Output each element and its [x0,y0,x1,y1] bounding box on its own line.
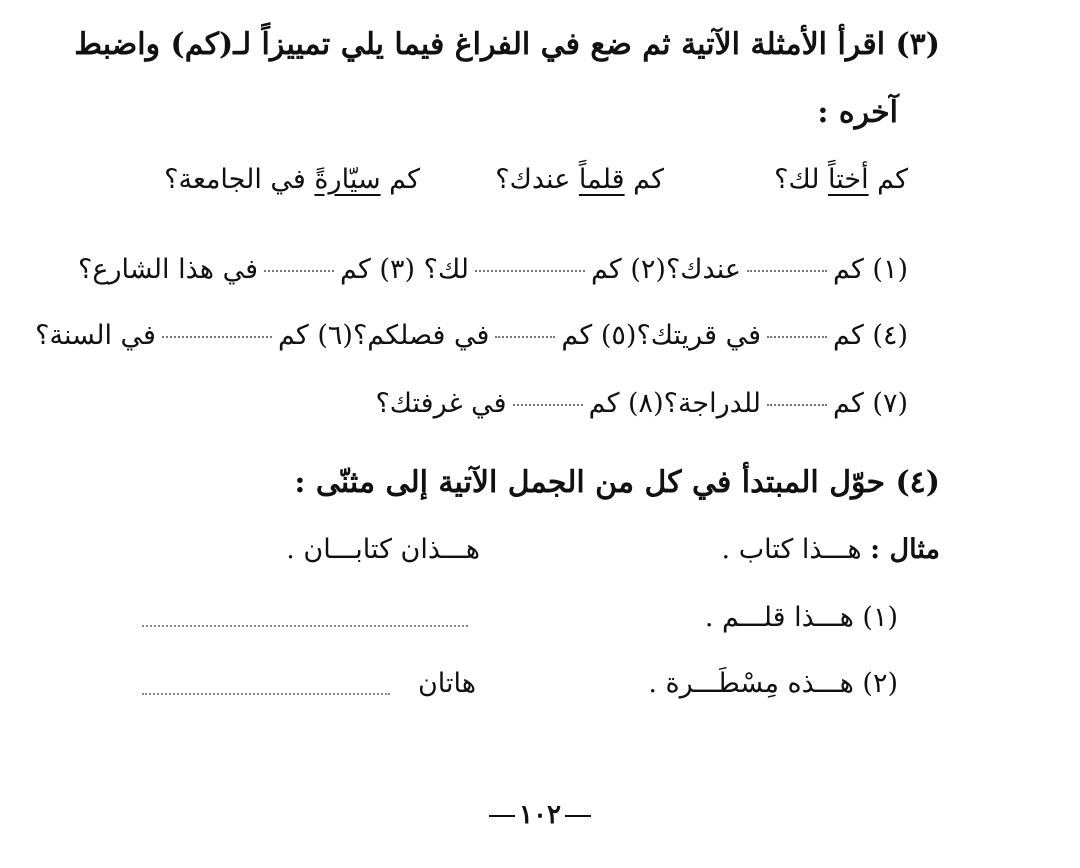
exercise-4-blank[interactable] [767,335,827,338]
example-3-post: في الجامعة؟ [164,164,315,195]
exercise-7-lead: (٧) كم [832,388,908,419]
example-2 [495,166,664,193]
example-sentence: هـــذا كتاب . [721,534,862,565]
item-1-answer-line[interactable] [142,624,468,627]
exercise-2-tail: لك؟ [423,254,469,285]
item-2-hint: هاتان [417,668,476,699]
exercise-1-lead: (١) كم [832,254,908,285]
example-answer: هـــذان كتابـــان . [286,534,480,565]
example-3 [164,166,420,193]
exercise-8-tail: في غرفتك؟ [375,388,507,419]
page-number-text: ١٠٢ [519,800,561,830]
exercise-6-blank[interactable] [162,335,272,338]
exercise-8-lead: (٨) كم [588,388,664,419]
section3-title-line1: (٣) اقرأ الأمثلة الآتية ثم ضع في الفراغ فيما يلي تمييزاً لـ(كم) واضبط [74,27,940,62]
exercise-2-lead: (٢) كم [590,254,666,285]
section4-title: (٤) حوّل المبتدأ في كل من الجمل الآتية إلى مثنّى : [294,465,940,500]
exercise-5-lead: (٥) كم [561,320,637,351]
exercise-1-blank[interactable] [747,269,827,272]
exercise-row-2 [35,322,908,349]
item-2-sentence: (٢) هـــذه مِسْطَـــرة . [648,668,898,699]
exercise-5-tail: في فصلكم؟ [352,320,490,351]
exercise-row-3 [375,390,908,417]
example-3-word: سيّارةً [314,164,381,195]
example-2-post: عندك؟ [495,164,579,195]
example-label: مثال : [870,534,940,565]
item-1-sentence: (١) هـــذا قلـــم . [704,602,898,633]
example-1-post: لك؟ [774,164,829,195]
exercise-7-blank[interactable] [767,403,827,406]
exercise-6-lead: (٦) كم [277,320,353,351]
page-number-bar-right [565,815,591,817]
page-number [0,800,1080,830]
example-1-pre: كم [868,164,908,195]
exercise-7-tail: للدراجة؟ [663,388,761,419]
exercise-4-lead: (٤) كم [832,320,908,351]
page-number-bar-left [489,815,515,817]
example-3-pre: كم [380,164,420,195]
exercise-5-blank[interactable] [495,335,555,338]
exercise-4-tail: في قريتك؟ [636,320,761,351]
section3-title-line2: آخره : [817,95,898,130]
example-2-word: قلماً [578,164,625,195]
section4-example [722,536,940,563]
exercise-1-tail: عندك؟ [665,254,741,285]
exercise-row-1 [78,256,908,283]
exercise-3-blank[interactable] [264,269,334,272]
exercise-3-tail: في هذا الشارع؟ [78,254,259,285]
exercise-3-lead: (٣) كم [340,254,416,285]
item-2-answer-line[interactable] [142,692,390,695]
example-2-pre: كم [624,164,664,195]
example-1 [774,166,908,193]
exercise-2-blank[interactable] [475,269,585,272]
example-1-word: أختاً [828,164,869,195]
exercise-6-tail: في السنة؟ [35,320,156,351]
exercise-8-blank[interactable] [513,403,583,406]
